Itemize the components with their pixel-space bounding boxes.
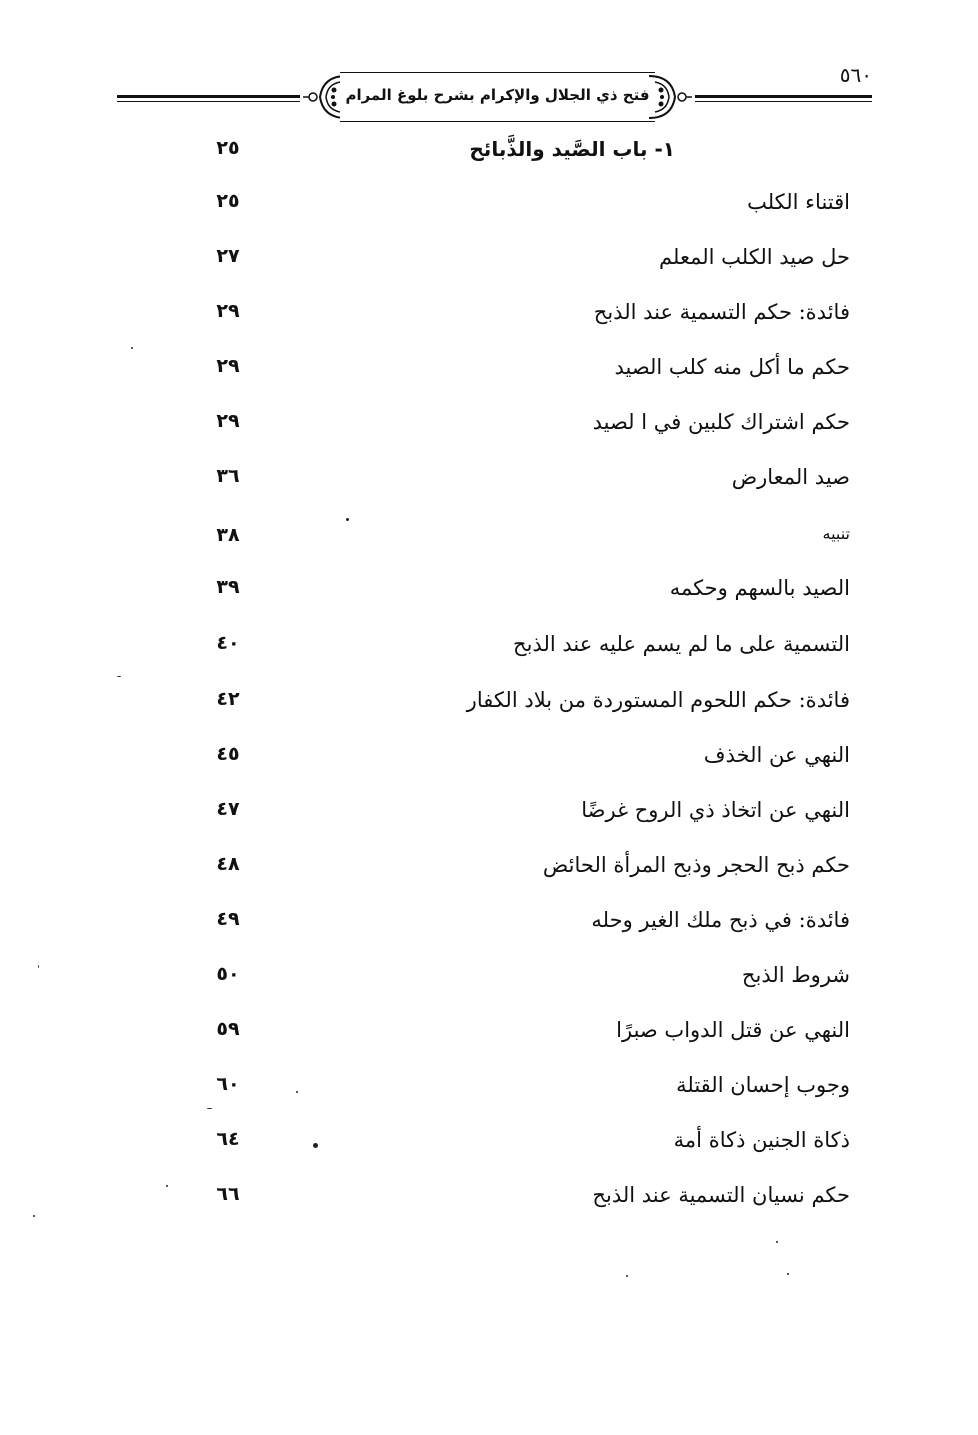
scan-speck: [626, 1275, 628, 1277]
toc-entry: [150, 1128, 850, 1168]
page-ref: ٢٩: [216, 355, 240, 377]
scan-speck: [346, 518, 349, 521]
entry-title: النهي عن الخذف: [703, 743, 850, 767]
toc-entry: [150, 688, 850, 728]
floral-ornament-icon: [647, 72, 695, 122]
entry-title: صيد المعارض: [731, 465, 850, 489]
toc-heading-row: [150, 137, 850, 177]
toc-entry: [150, 853, 850, 893]
page-ref: ٤٨: [216, 853, 240, 875]
scan-speck: [207, 1108, 212, 1109]
page-ref: ٣٩: [216, 576, 240, 598]
toc-entry: [150, 963, 850, 1003]
toc-entry: [150, 1073, 850, 1113]
scan-speck: [787, 1273, 789, 1275]
scan-speck: [117, 676, 121, 677]
toc-entry: [150, 632, 850, 672]
scan-speck: [166, 1185, 168, 1187]
entry-title: فائدة: حكم اللحوم المستوردة من بلاد الكفار: [466, 688, 850, 712]
toc-entry: [150, 190, 850, 230]
page-ref: ٦٤: [216, 1128, 240, 1150]
entry-title: النهي عن قتل الدواب صبرًا: [616, 1018, 850, 1042]
entry-title: فائدة: حكم التسمية عند الذبح: [593, 300, 850, 324]
entry-title: حكم ما أكل منه كلب الصيد: [614, 355, 850, 379]
entry-title: النهي عن اتخاذ ذي الروح غرضًا: [581, 798, 850, 822]
toc-entry: [150, 245, 850, 285]
toc-entry: [150, 300, 850, 340]
toc-entry: [150, 743, 850, 783]
page-ref: ٥٩: [216, 1018, 240, 1040]
toc-entry: [150, 410, 850, 450]
entry-title: وجوب إحسان القتلة: [676, 1073, 850, 1097]
scan-speck: [313, 1143, 318, 1148]
page-ref: ٢٩: [216, 300, 240, 322]
scan-speck: [776, 1241, 778, 1243]
toc-entry: [150, 465, 850, 505]
scan-speck: [33, 1215, 35, 1217]
entry-title: فائدة: في ذبح ملك الغير وحله: [591, 908, 850, 932]
scan-speck: [131, 347, 133, 349]
page-ref: ٢٩: [216, 410, 240, 432]
page-ref: ٤٢: [216, 688, 240, 710]
page-ref: ٦٠: [216, 1073, 240, 1095]
entry-title: حكم نسيان التسمية عند الذبح: [592, 1183, 850, 1207]
toc-entry: [150, 576, 850, 616]
entry-title: اقتناء الكلب: [747, 190, 850, 214]
toc-entry: [150, 798, 850, 838]
toc-entry: [150, 908, 850, 948]
toc-entry: [150, 1183, 850, 1223]
page-ref: ٣٨: [216, 524, 240, 546]
entry-title: تنبيه: [822, 524, 850, 543]
toc-entry: [150, 355, 850, 395]
toc-entry: [150, 524, 850, 564]
entry-title: حكم اشتراك كلبين في ا لصيد: [592, 410, 850, 434]
page-ref: ٣٦: [216, 465, 240, 487]
page-ref: ٤٠: [216, 632, 240, 654]
entry-title: التسمية على ما لم يسم عليه عند الذبح: [513, 632, 850, 656]
page-ref: ٢٥: [216, 137, 240, 159]
page-number: ٥٦٠: [839, 63, 872, 87]
page-ref: ٤٧: [216, 798, 240, 820]
page-ref: ٤٥: [216, 743, 240, 765]
header-banner: [300, 72, 695, 122]
entry-title: شروط الذبح: [741, 963, 850, 987]
page-ref: ٥٠: [216, 963, 240, 985]
entry-title: ذكاة الجنين ذكاة أمة: [673, 1128, 850, 1152]
scan-speck: [296, 1091, 298, 1093]
entry-title: حكم ذبح الحجر وذبح المرأة الحائض: [542, 853, 850, 877]
page-ref: ٢٧: [216, 245, 240, 267]
entry-title: الصيد بالسهم وحكمه: [669, 576, 850, 600]
page-ref: ٢٥: [216, 190, 240, 212]
toc-entry: [150, 1018, 850, 1058]
page-ref: ٤٩: [216, 908, 240, 930]
scan-speck: [38, 965, 39, 968]
entry-title: حل صيد الكلب المعلم: [659, 245, 850, 269]
page-ref: ٦٦: [216, 1183, 240, 1205]
book-title: فتح ذي الجلال والإكرام بشرح بلوغ المرام: [345, 86, 650, 104]
section-heading: ١- باب الصَّيد والذَّبائح: [469, 137, 675, 161]
